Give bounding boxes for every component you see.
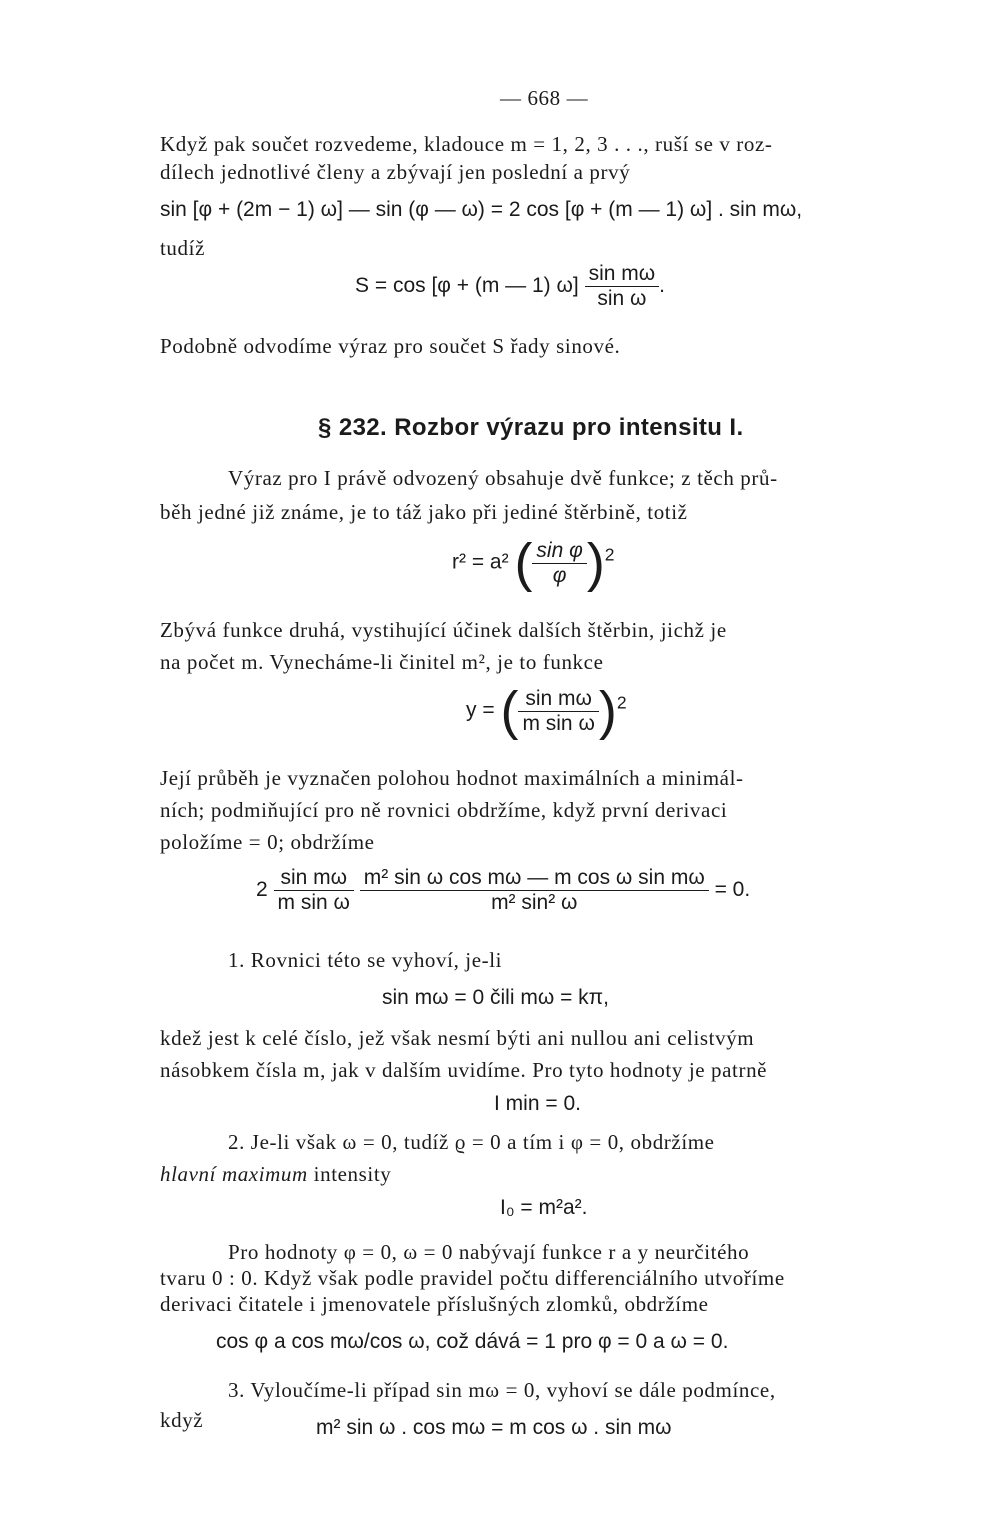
- equation-derivative: [256, 866, 750, 915]
- equation-period: .: [659, 274, 665, 298]
- equation-r-fraction: [532, 539, 586, 588]
- paragraph-line: [160, 1162, 391, 1187]
- equation-S-fraction: [585, 262, 660, 311]
- paragraph-line: když: [160, 1408, 204, 1432]
- left-paren: (: [514, 533, 533, 593]
- paragraph-line: Pro hodnoty φ = 0, ω = 0 nabývají funkce r a y neurčitého: [228, 1240, 750, 1264]
- paragraph-line: běh jedné již známe, je to táž jako při jediné štěrbině, totiž: [160, 500, 688, 524]
- equation-y: [466, 681, 627, 741]
- fraction-numerator: sin mω: [525, 686, 592, 710]
- equation-I0: I₀ = m²a².: [500, 1196, 588, 1219]
- page-number: — 668 —: [500, 86, 589, 110]
- paragraph-line: 1. Rovnici této se vyhoví, je-li: [228, 948, 503, 972]
- paragraph-line: položíme = 0; obdržíme: [160, 830, 375, 854]
- fraction-denominator: m sin ω: [274, 890, 354, 915]
- paragraph-line: Výraz pro I právě odvozený obsahuje dvě funkce; z těch prů-: [228, 466, 778, 490]
- derivative-fraction-2: [360, 866, 709, 915]
- paragraph-line: tudíž: [160, 236, 205, 260]
- section-heading: § 232. Rozbor výrazu pro intensitu I.: [318, 414, 744, 441]
- derivative-fraction-1: [274, 866, 354, 915]
- emphasis-main-maximum: hlavní maximum: [160, 1162, 308, 1186]
- paragraph-line: kdež jest k celé číslo, jež však nesmí býti ani nullou ani celistvým: [160, 1026, 755, 1050]
- equation-sin-zero: sin mω = 0 čili mω = kπ,: [382, 986, 609, 1009]
- paragraph-line: 2. Je-li však ω = 0, tudíž ϱ = 0 a tím i φ = 0, obdržíme: [228, 1130, 715, 1154]
- paragraph-line: derivaci čitatele i jmenovatele příslušných zlomků, obdržíme: [160, 1292, 709, 1316]
- right-paren: ): [598, 681, 617, 741]
- equation-I-min: I min = 0.: [494, 1092, 581, 1115]
- equation-y-left: y =: [466, 698, 495, 722]
- equation-condition: m² sin ω . cos mω = m cos ω . sin mω: [316, 1416, 672, 1439]
- paragraph-line: 3. Vyloučíme-li případ sin mω = 0, vyhoví se dále podmínce,: [228, 1378, 776, 1402]
- left-paren: (: [500, 681, 519, 741]
- fraction-numerator: sin mω: [280, 866, 348, 889]
- equation-limits: cos φ a cos mω/cos ω, což dává = 1 pro φ = 0 a ω = 0.: [216, 1330, 729, 1353]
- equation-S-left: S = cos [φ + (m — 1) ω]: [355, 274, 579, 298]
- paragraph-line: dílech jednotlivé členy a zbývají jen poslední a prvý: [160, 160, 631, 184]
- equation-S: [355, 262, 665, 311]
- paragraph-line: Podobně odvodíme výraz pro součet S řady sinové.: [160, 334, 621, 358]
- exponent: 2: [616, 692, 627, 713]
- equation-r-left: r² = a²: [452, 550, 509, 574]
- equation-sum-difference: sin [φ + (2m − 1) ω] — sin (φ — ω) = 2 cos [φ + (m — 1) ω] . sin mω,: [160, 198, 803, 221]
- fraction-denominator: m sin ω: [518, 711, 598, 736]
- right-paren: ): [586, 533, 605, 593]
- fraction-denominator: φ: [532, 563, 586, 588]
- paragraph-line: Zbývá funkce druhá, vystihující účinek dalších štěrbin, jichž je: [160, 618, 727, 642]
- exponent: 2: [604, 544, 615, 565]
- fraction-numerator: sin mω: [588, 262, 656, 285]
- paragraph-line: na počet m. Vynecháme-li činitel m², je to funkce: [160, 650, 604, 674]
- paragraph-line: ních; podmiňující pro ně rovnici obdržíme, když první derivaci: [160, 798, 728, 822]
- paragraph-line: Když pak součet rozvedeme, kladouce m = 1, 2, 3 . . ., ruší se v roz-: [160, 132, 773, 156]
- fraction-denominator: m² sin² ω: [360, 890, 709, 915]
- fraction-numerator: m² sin ω cos mω — m cos ω sin mω: [363, 866, 705, 889]
- fraction-numerator: sin φ: [536, 538, 583, 562]
- equation-right-side: = 0.: [714, 878, 751, 902]
- equation-y-fraction: [518, 687, 598, 736]
- paragraph-line: násobkem čísla m, jak v dalším uvidíme. Pro tyto hodnoty je patrně: [160, 1058, 768, 1082]
- equation-r-squared: [452, 533, 615, 593]
- factor-two: 2: [256, 878, 268, 902]
- paragraph-line: tvaru 0 : 0. Když však podle pravidel počtu differenciálního utvoříme: [160, 1266, 785, 1290]
- text-intensity: intensity: [313, 1162, 392, 1186]
- paragraph-line: Její průběh je vyznačen polohou hodnot maximálních a minimál-: [160, 766, 744, 790]
- fraction-denominator: sin ω: [585, 286, 660, 311]
